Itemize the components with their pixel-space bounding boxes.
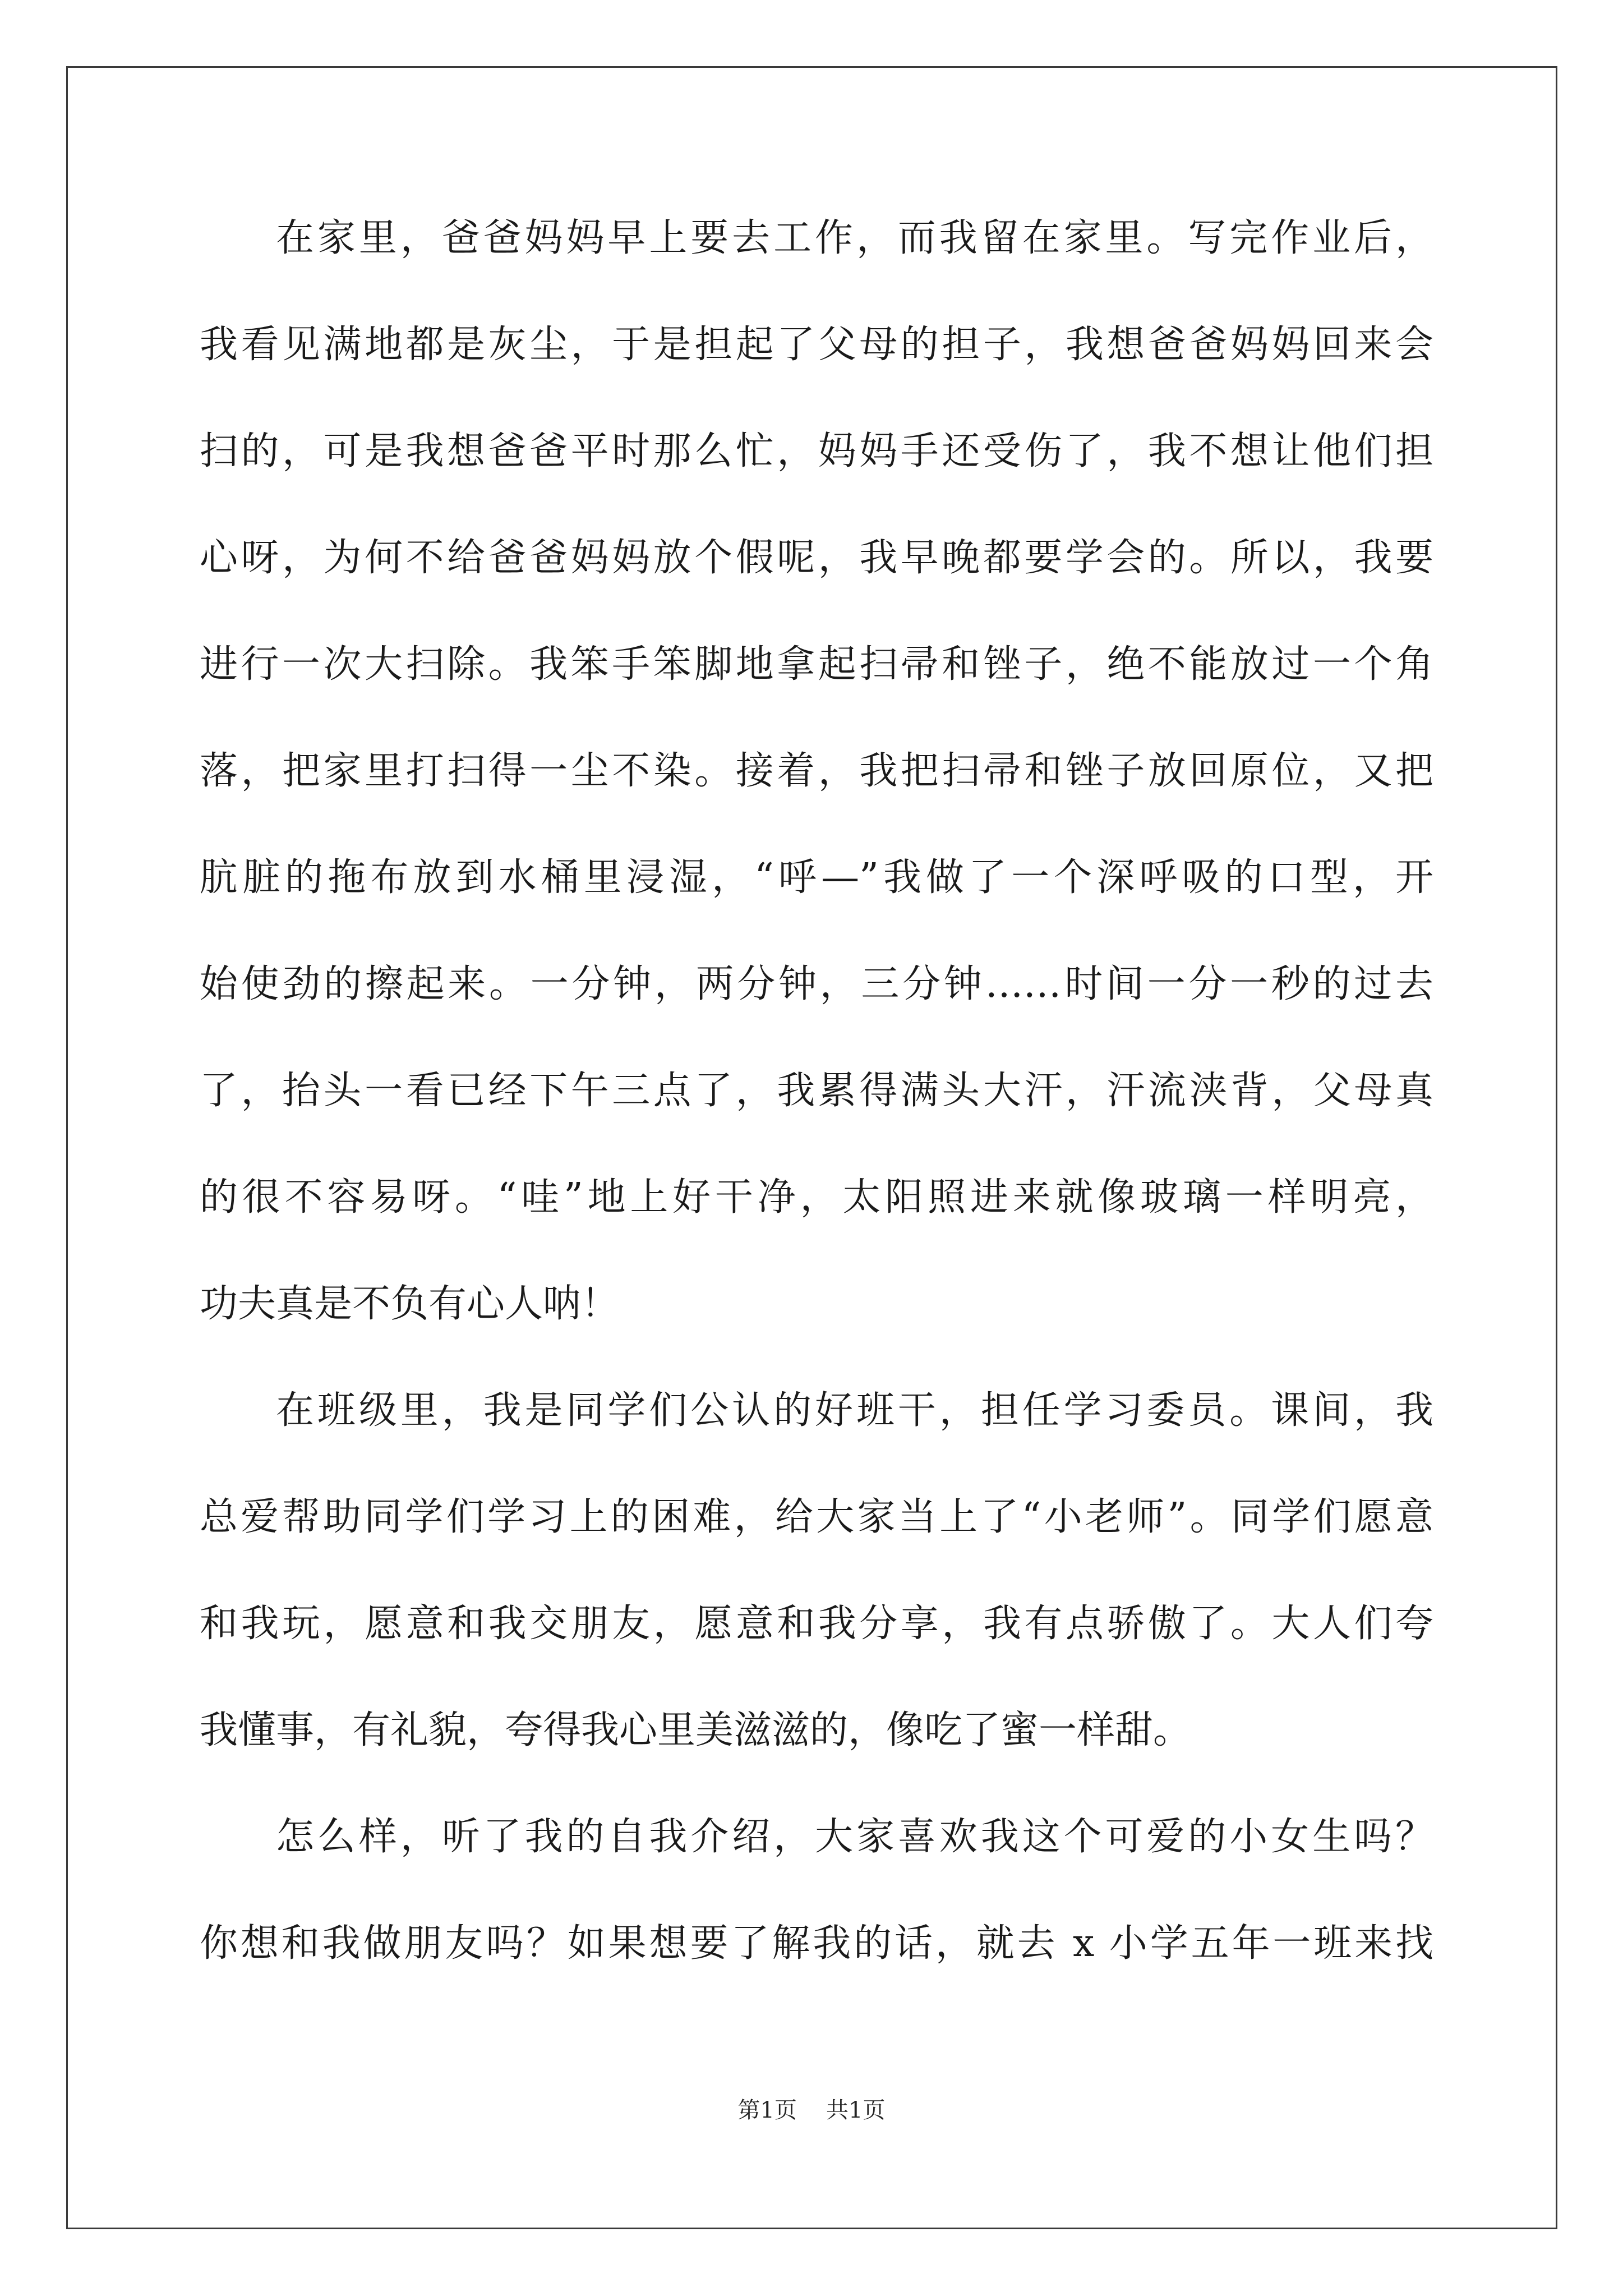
text-line: 我懂事，有礼貌，夸得我心里美滋滋的，像吃了蜜一样甜。: [200, 1708, 1192, 1752]
text-line: 在家里，爸爸妈妈早上要去工作，而我留在家里。写完作业后，: [276, 216, 1433, 260]
paragraph-home-cleaning: [200, 185, 1433, 1358]
text-line: 你想和我做朋友吗？如果想要了解我的话，就去 x 小学五年一班来找: [200, 1921, 1433, 1966]
text-line: 心呀，为何不给爸爸妈妈放个假呢，我早晚都要学会的。所以，我要: [200, 536, 1433, 580]
text-line: 在班级里，我是同学们公认的好班干，担任学习委员。课间，我: [276, 1388, 1433, 1433]
text-line: 总爱帮助同学们学习上的困难，给大家当上了“小老师”。同学们愿意: [200, 1495, 1433, 1539]
text-line: 的很不容易呀。“哇”地上好干净，太阳照进来就像玻璃一样明亮，: [200, 1175, 1433, 1220]
text-line: 功夫真是不负有心人呐！: [200, 1282, 620, 1326]
text-line: 肮脏的拖布放到水桶里浸湿，“呼—”我做了一个深呼吸的口型，开: [200, 855, 1433, 900]
text-line: 落，把家里打扫得一尘不染。接着，我把扫帚和锉子放回原位，又把: [200, 749, 1433, 793]
text-line: 进行一次大扫除。我笨手笨脚地拿起扫帚和锉子，绝不能放过一个角: [200, 642, 1433, 687]
paragraph-closing: [200, 1784, 1433, 1997]
text-line: 始使劲的擦起来。一分钟，两分钟，三分钟……时间一分一秒的过去: [200, 962, 1433, 1006]
text-line: 了，抬头一看已经下午三点了，我累得满头大汗，汗流浃背，父母真: [200, 1069, 1433, 1113]
page-number: 第1页: [737, 2097, 797, 2123]
document-body: [200, 185, 1433, 1997]
text-line: 怎么样，听了我的自我介绍，大家喜欢我这个可爱的小女生吗？: [276, 1815, 1433, 1859]
page-footer: [0, 2092, 1623, 2124]
text-line: 我看见满地都是灰尘，于是担起了父母的担子，我想爸爸妈妈回来会: [200, 323, 1433, 367]
text-line: 扫的，可是我想爸爸平时那么忙，妈妈手还受伤了，我不想让他们担: [200, 429, 1433, 473]
text-line: 和我玩，愿意和我交朋友，愿意和我分享，我有点骄傲了。大人们夸: [200, 1602, 1433, 1646]
paragraph-class: [200, 1358, 1433, 1784]
page-total: 共1页: [826, 2097, 886, 2123]
